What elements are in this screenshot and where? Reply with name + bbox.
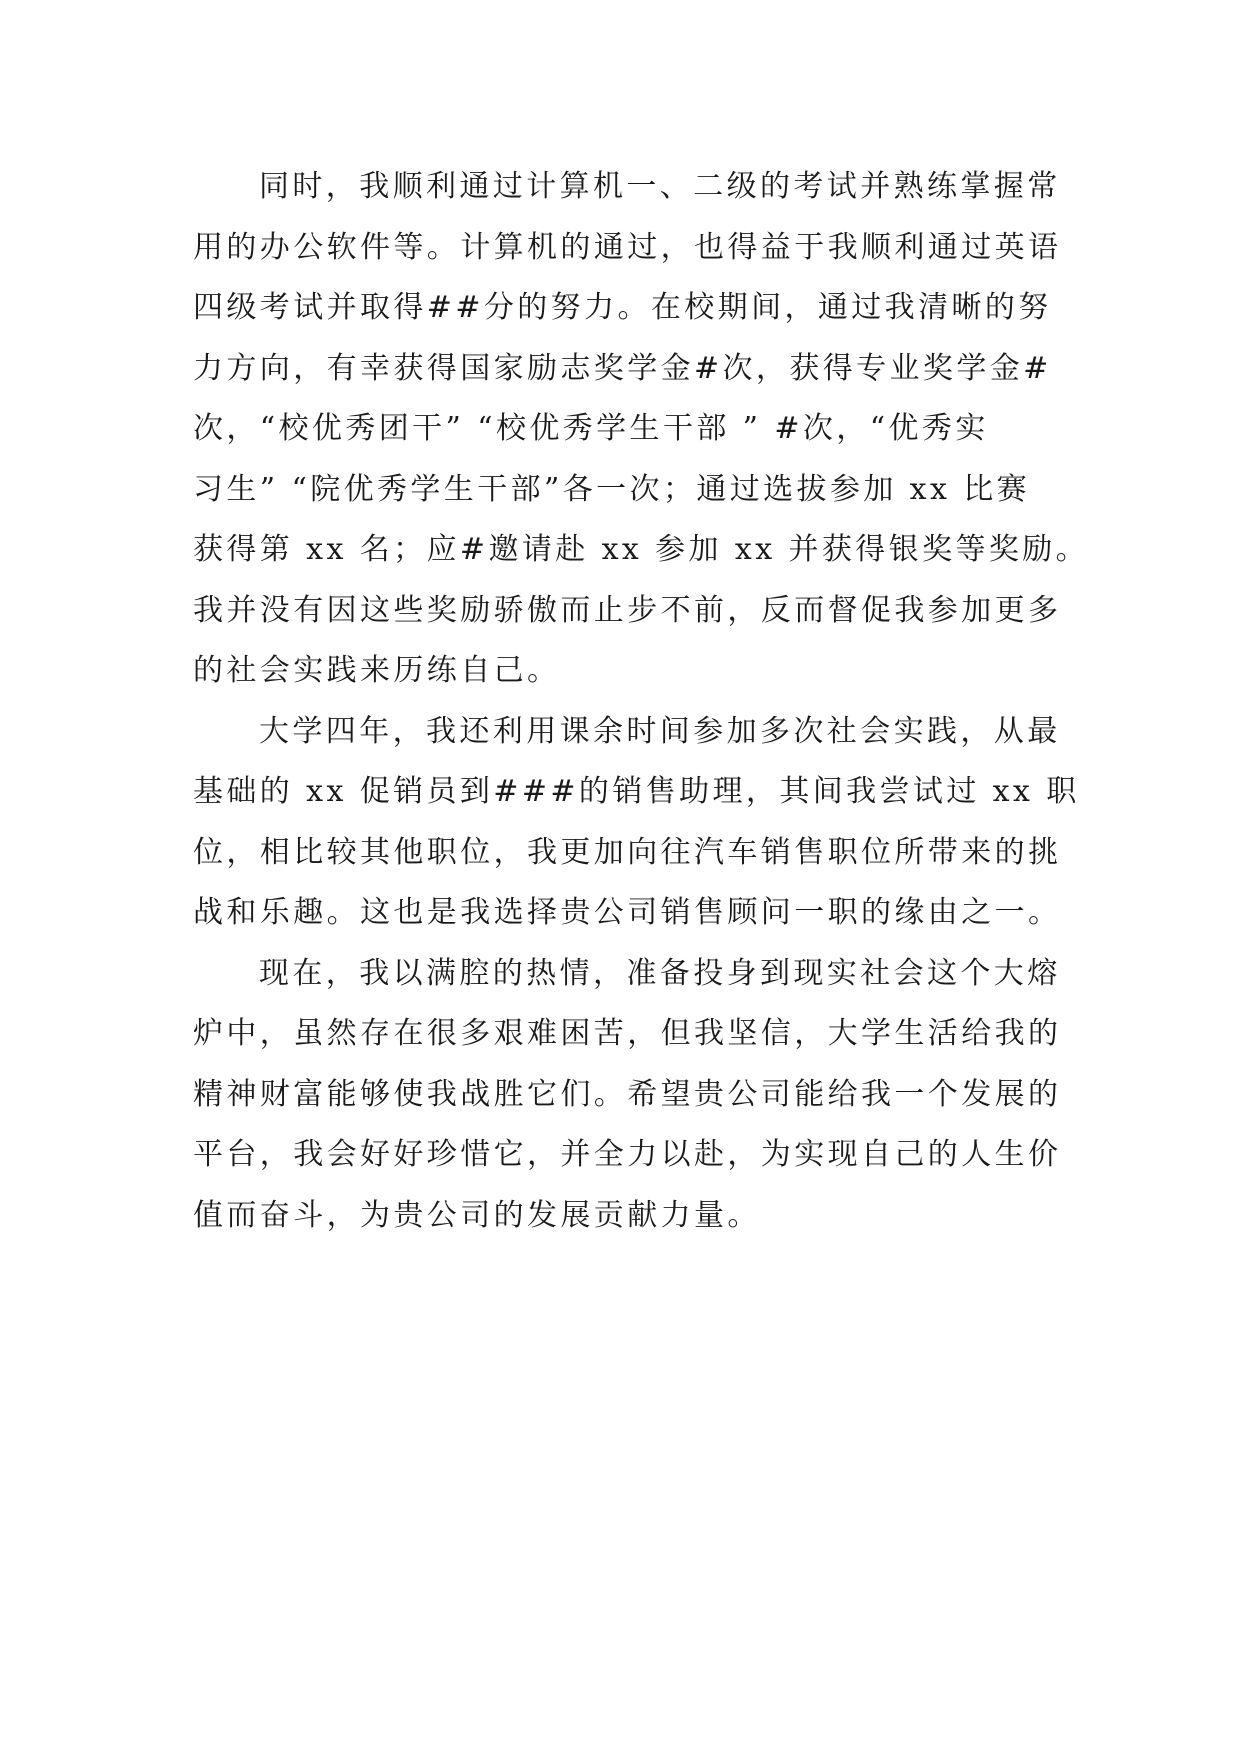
paragraph-line: 次，“校优秀团干” “校优秀学生干部 ” #次，“优秀实	[193, 411, 989, 446]
paragraph-line: 平台，我会好好珍惜它，并全力以赴，为实现自己的人生价	[193, 1137, 1062, 1172]
paragraph-line: 大学四年，我还利用课余时间参加多次社会实践，从最	[259, 713, 1061, 749]
paragraph-line: 基础的 xx 促销员到###的销售助理，其间我尝试过 xx 职	[193, 774, 1080, 809]
paragraph-line: 炉中，虽然存在很多艰难困苦，但我坚信，大学生活给我的	[193, 1016, 1062, 1051]
paragraph-line: 用的办公软件等。计算机的通过，也得益于我顺利通过英语	[193, 229, 1062, 265]
paragraph-line: 我并没有因这些奖励骄傲而止步不前，反而督促我参加更多	[193, 592, 1062, 628]
paragraph-line: 获得第 xx 名；应#邀请赴 xx 参加 xx 并获得银奖等奖励。	[193, 532, 1090, 567]
closing-thanks	[193, 1246, 1068, 1307]
paragraph-line: 习生” “院优秀学生干部”各一次；通过选拔参加 xx 比赛	[193, 471, 1031, 507]
paragraph-line: 位，相比较其他职位，我更加向往汽车销售职位所带来的挑	[193, 834, 1062, 870]
paragraph-line: 现在，我以满腔的热情，准备投身到现实社会这个大熔	[259, 955, 1061, 991]
paragraph-line: 的社会实践来历练自己。	[193, 653, 561, 688]
letter-body	[193, 157, 1090, 1307]
paragraph-line: 战和乐趣。这也是我选择贵公司销售顾问一职的缘由之一。	[193, 895, 1062, 930]
paragraph-line: 力方向，有幸获得国家励志奖学金#次，获得专业奖学金#	[193, 350, 1052, 386]
paragraph-line: 值而奋斗，为贵公司的发展贡献力量。	[193, 1197, 761, 1233]
paragraph-line: 同时，我顺利通过计算机一、二级的考试并熟练掌握常	[259, 169, 1061, 204]
paragraph-line: 精神财富能够使我战胜它们。希望贵公司能给我一个发展的	[193, 1076, 1062, 1112]
paragraph-line: 四级考试并取得##分的努力。在校期间，通过我清晰的努	[193, 290, 1052, 325]
